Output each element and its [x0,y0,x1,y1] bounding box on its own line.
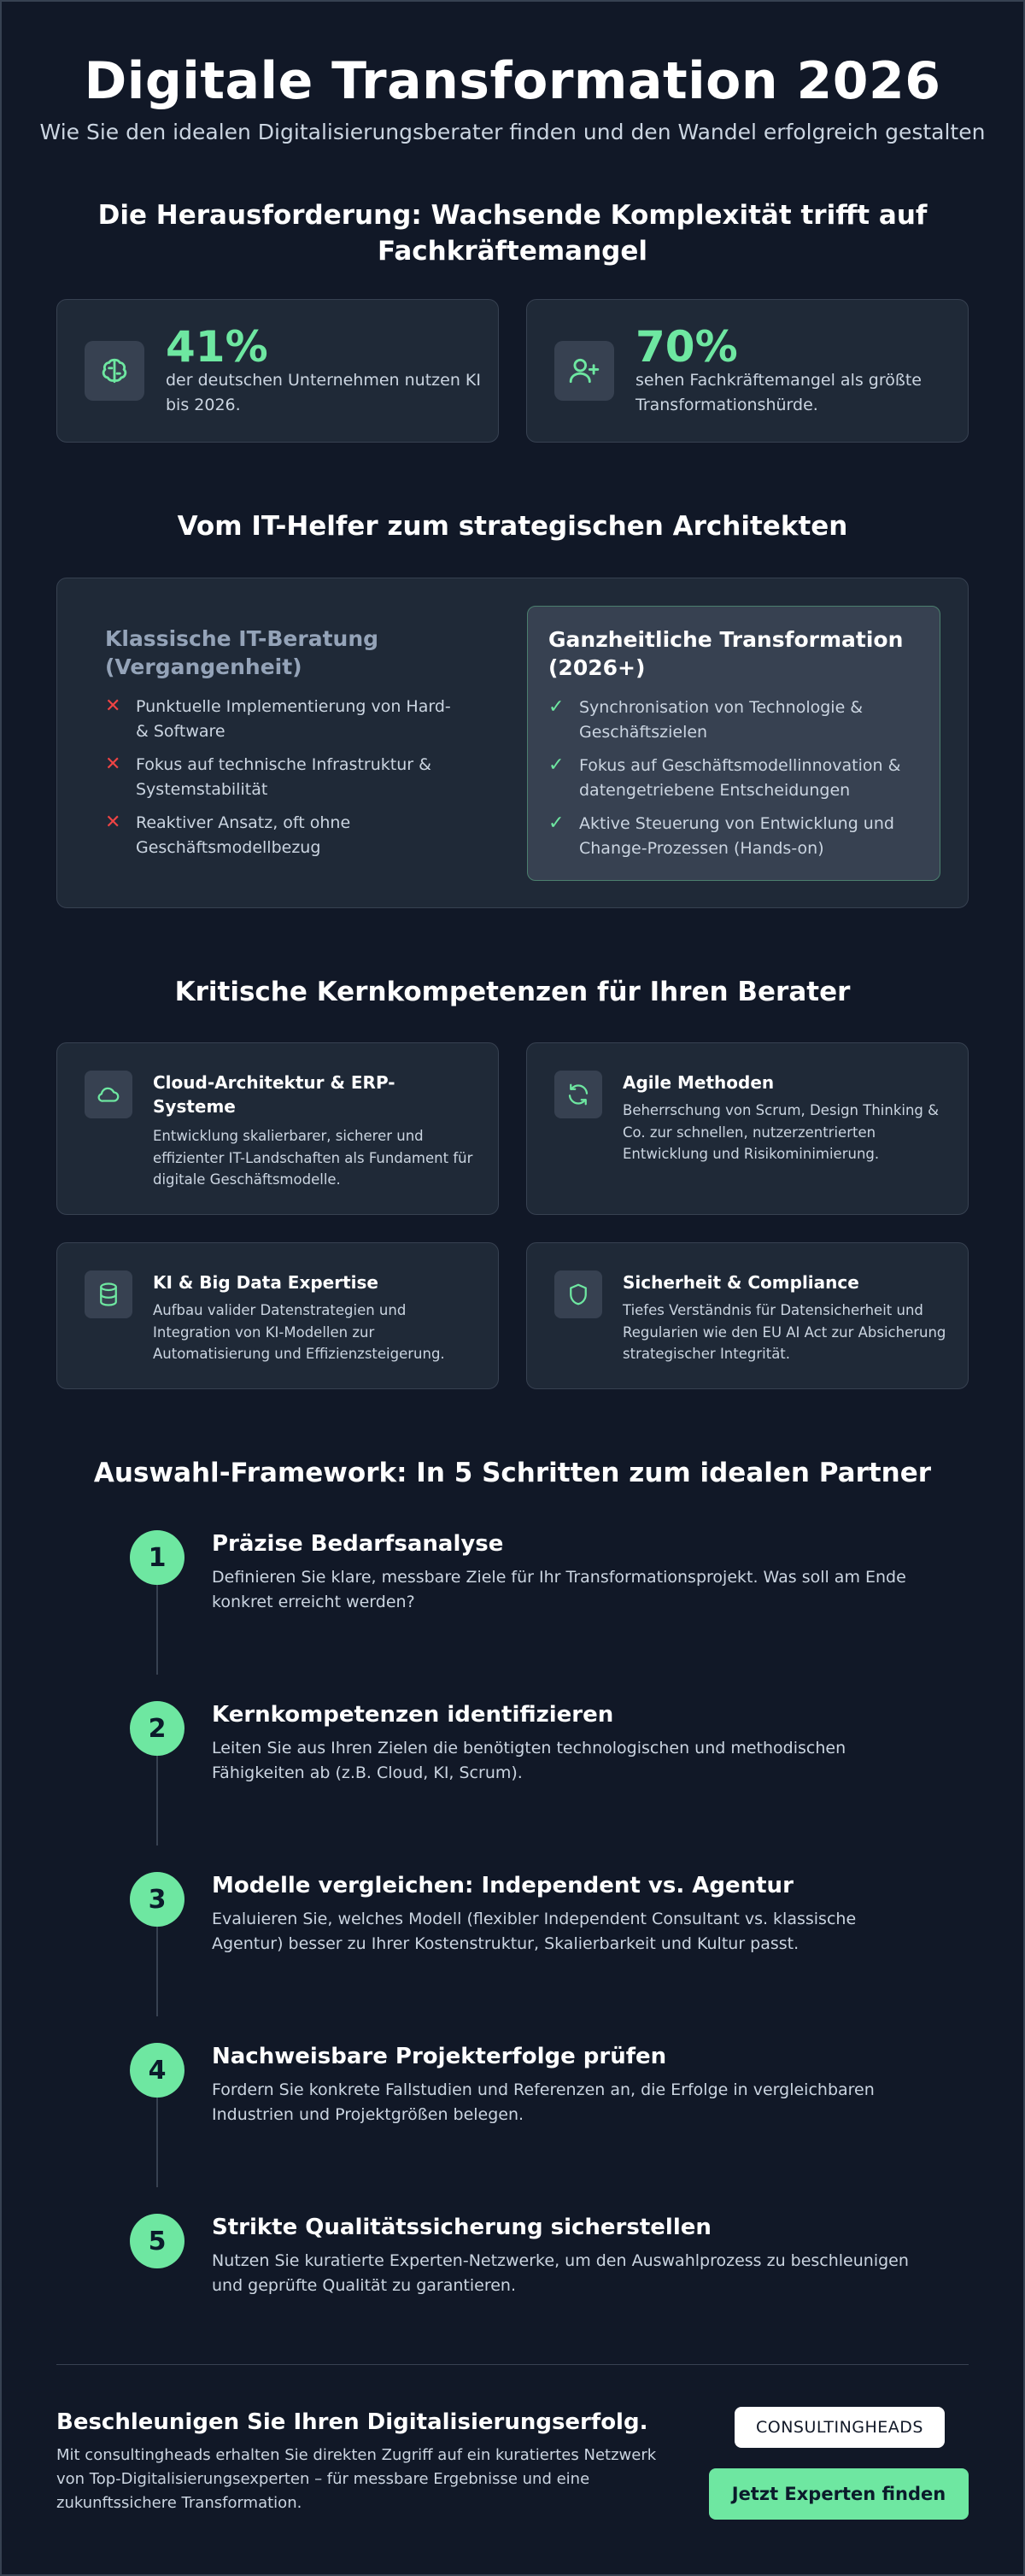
check-icon: ✓ [548,754,565,776]
holistic-item-text: Aktive Steuerung von Entwicklung und Change-Prozessen (Hands-on) [579,814,894,858]
brain-icon [85,341,144,401]
holistic-item [548,812,924,860]
stat-value: 41% [166,322,268,372]
stat-card-ki [56,299,499,443]
competencies-title: Kritische Kernkompetenzen für Ihren Berater [174,977,851,1007]
step-title: Strikte Qualitätssicherung sicherstellen [212,2215,712,2240]
footer-divider [56,2364,969,2365]
classic-item [105,811,464,860]
shift-title: Vom IT-Helfer zum strategischen Architekten [177,511,848,542]
cloud-icon [85,1071,132,1118]
stat-value: 70% [636,322,738,372]
stat-description: der deutschen Unternehmen nutzen KI bis 2026. [166,371,481,414]
step-title: Modelle vergleichen: Independent vs. Agentur [212,1873,794,1898]
find-experts-button[interactable]: Jetzt Experten finden [709,2468,969,2520]
x-icon: ✕ [105,695,121,717]
consultingheads-logo: CONSULTINGHEADS [735,2407,945,2448]
step-text: Fordern Sie konkrete Fallstudien und Referenzen an, die Erfolge in vergleichbaren Industrien und Projektgrößen belegen. [212,2080,875,2125]
cta-title: Beschleunigen Sie Ihren Digitalisierungserfolg. [56,2409,648,2435]
classic-item [105,695,464,743]
competency-title: KI & Big Data Expertise [153,1272,378,1293]
step-connector [156,2098,158,2187]
shield-icon [554,1270,602,1318]
step-connector [156,1927,158,2016]
classic-item-text: Reaktiver Ansatz, oft ohne Geschäftsmodellbezug [136,813,351,857]
x-icon: ✕ [105,812,121,833]
step-text: Leiten Sie aus Ihren Zielen die benötigten technologischen und methodischen Fähigkeiten ab (z.B. Cloud, KI, Scrum). [212,1739,846,1783]
competency-card [526,1042,969,1215]
holistic-item [548,754,924,802]
step-number: 2 [130,1701,184,1756]
stat-card-fachkraefte [526,299,969,443]
step-title: Nachweisbare Projekterfolge prüfen [212,2044,667,2069]
holistic-title: Ganzheitliche Transformation (2026+) [548,627,904,680]
challenge-title: Die Herausforderung: Wachsende Komplexität trifft auf Fachkräftemangel [97,200,928,267]
classic-item [105,753,464,801]
competency-card [526,1242,969,1389]
competency-text: Beherrschung von Scrum, Design Thinking & Co. zur schnellen, nutzerzentrierten Entwicklung und Risikominimierung. [623,1102,940,1163]
x-icon: ✕ [105,754,121,775]
step-text: Evaluieren Sie, welches Modell (flexibler Independent Consultant vs. klassische Agentur) besser zu Ihrer Kostenstruktur, Skalierbarkeit und Kultur passt. [212,1910,857,1954]
competency-title: Sicherheit & Compliance [623,1272,859,1293]
holistic-item-text: Synchronisation von Technologie & Geschäftszielen [579,698,864,742]
competency-text: Entwicklung skalierbarer, sicherer und effizienter IT-Landschaften als Fundament für digitale Geschäftsmodelle. [153,1128,473,1188]
step-text: Nutzen Sie kuratierte Experten-Netzwerke, um den Auswahlprozess zu beschleunigen und geprüfte Qualität zu garantieren. [212,2251,909,2296]
competency-title: Cloud-Architektur & ERP-Systeme [153,1072,395,1117]
cta-text: Mit consultingheads erhalten Sie direkten Zugriff auf ein kuratiertes Netzwerk von Top-Digitalisierungsexperten – für messbare Ergebnisse und eine zukunftssichere Transformation. [56,2446,657,2512]
stat-description: sehen Fachkräftemangel als größte Transformationshürde. [636,371,922,414]
step-text: Definieren Sie klare, messbare Ziele für Ihr Transformationsprojekt. Was soll am Ende konkret erreicht werden? [212,1568,906,1612]
holistic-item [548,695,924,744]
page-title: Digitale Transformation 2026 [84,51,941,111]
check-icon: ✓ [548,696,565,718]
database-icon [85,1270,132,1318]
competency-text: Aufbau valider Datenstrategien und Integration von KI-Modellen zur Automatisierung und Effizienzsteigerung. [153,1302,445,1363]
check-icon: ✓ [548,813,565,834]
user-plus-icon [554,341,614,401]
holistic-item-text: Fokus auf Geschäftsmodellinnovation & datengetriebene Entscheidungen [579,756,901,800]
step-connector [156,1756,158,1845]
step-number: 5 [130,2214,184,2268]
step-number: 4 [130,2043,184,2098]
step-title: Kernkompetenzen identifizieren [212,1702,614,1728]
competency-text: Tiefes Verständnis für Datensicherheit und Regularien wie den EU AI Act zur Absicherung strategischer Integrität. [623,1302,946,1363]
classic-title: Klassische IT-Beratung (Vergangenheit) [105,626,379,679]
step-number: 1 [130,1530,184,1585]
step-connector [156,1585,158,1675]
competency-title: Agile Methoden [623,1072,775,1093]
comparison-card [56,578,969,908]
page-subtitle: Wie Sie den idealen Digitalisierungsberater finden und den Wandel erfolgreich gestalten [39,120,986,144]
framework-title: Auswahl-Framework: In 5 Schritten zum idealen Partner [93,1458,932,1488]
competency-card [56,1042,499,1215]
competency-card [56,1242,499,1389]
refresh-icon [554,1071,602,1118]
holistic-panel [527,606,940,881]
classic-item-text: Punktuelle Implementierung von Hard- & Software [136,697,451,741]
classic-item-text: Fokus auf technische Infrastruktur & Systemstabilität [136,755,431,799]
step-number: 3 [130,1872,184,1927]
step-title: Präzise Bedarfsanalyse [212,1531,504,1557]
